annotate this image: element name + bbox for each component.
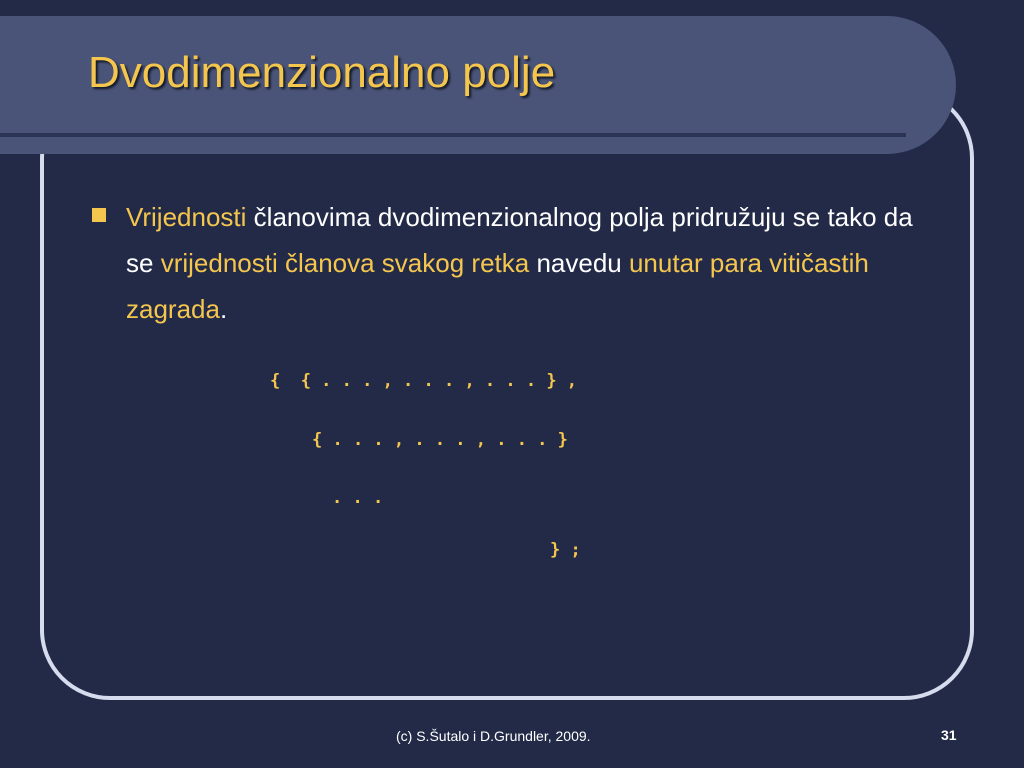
code-line: . . . [332,488,384,508]
bullet-item [92,194,922,332]
highlight-text: vrijednosti članova svakog retka [160,248,530,278]
square-bullet-icon [92,208,106,222]
slide-title: Dvodimenzionalno polje [88,48,556,97]
highlight-text: unutar para vitičastih zagrada [126,248,869,324]
code-line: { { . . . , . . . , . . . } , [270,371,578,391]
bullet-text [126,194,922,332]
title-divider [0,133,906,137]
footer-copyright: (c) S.Šutalo i D.Grundler, 2009. [396,728,591,744]
code-line: } ; [550,540,581,560]
code-line: { . . . , . . . , . . . } [312,430,568,450]
body-text: . [219,294,228,324]
body-text: navedu [529,248,629,278]
slide-frame [40,88,974,700]
body-text: članovima dvodimenzionalnog polja pridružuju se tako da se [126,202,913,278]
page-number: 31 [941,727,957,743]
highlight-text: Vrijednosti [126,202,247,232]
